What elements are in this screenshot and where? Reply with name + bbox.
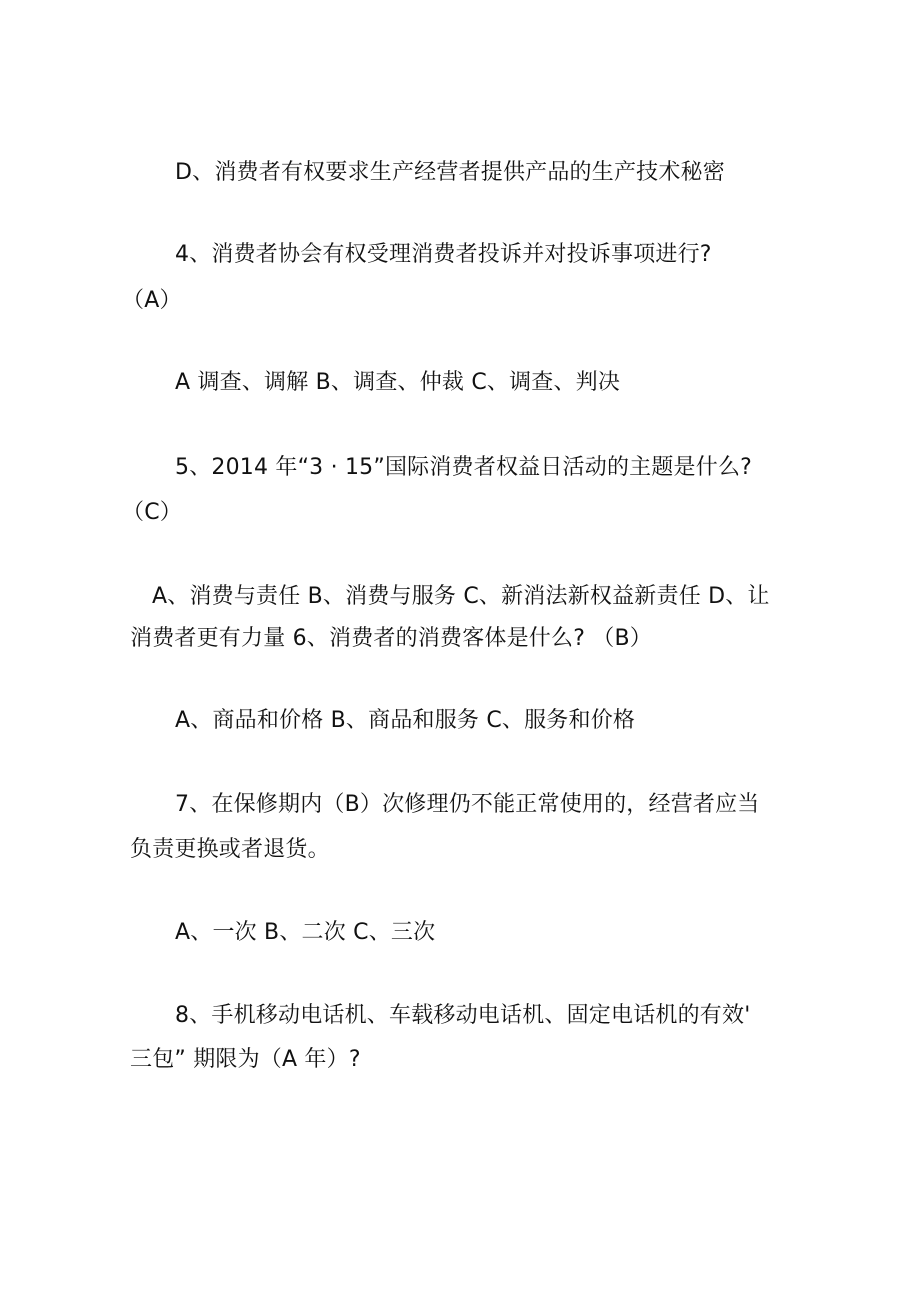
question-8-text: 8、手机移动电话机、车载移动电话机、固定电话机的有效'	[175, 1003, 751, 1028]
question-4-text: 4、消费者协会有权受理消费者投诉并对投诉事项进行?	[175, 242, 712, 267]
option-d-text: D、消费者有权要求生产经营者提供产品的生产技术秘密	[175, 160, 725, 185]
question-5-answer: （C）	[122, 500, 182, 525]
question-5-options: A、消费与责任 B、消费与服务 C、新消法新权益新责任 D、让	[152, 584, 770, 609]
question-6-options: A、商品和价格 B、商品和服务 C、服务和价格	[175, 708, 636, 733]
question-8-text-cont: 三包” 期限为（A 年）?	[130, 1047, 361, 1072]
question-7-text: 7、在保修期内（B）次修理仍不能正常使用的，经营者应当	[175, 792, 760, 817]
question-5-text: 5、2014 年“3 · 15”国际消费者权益日活动的主题是什么?	[175, 455, 753, 480]
question-4-answer: （A）	[122, 288, 182, 313]
question-6-text: 消费者更有力量 6、消费者的消费客体是什么? （B）	[130, 626, 652, 651]
question-7-text-cont: 负责更换或者退货。	[130, 837, 330, 862]
question-4-options: A 调查、调解 B、调查、仲裁 C、调查、判决	[175, 370, 621, 395]
question-7-options: A、一次 B、二次 C、三次	[175, 920, 436, 945]
